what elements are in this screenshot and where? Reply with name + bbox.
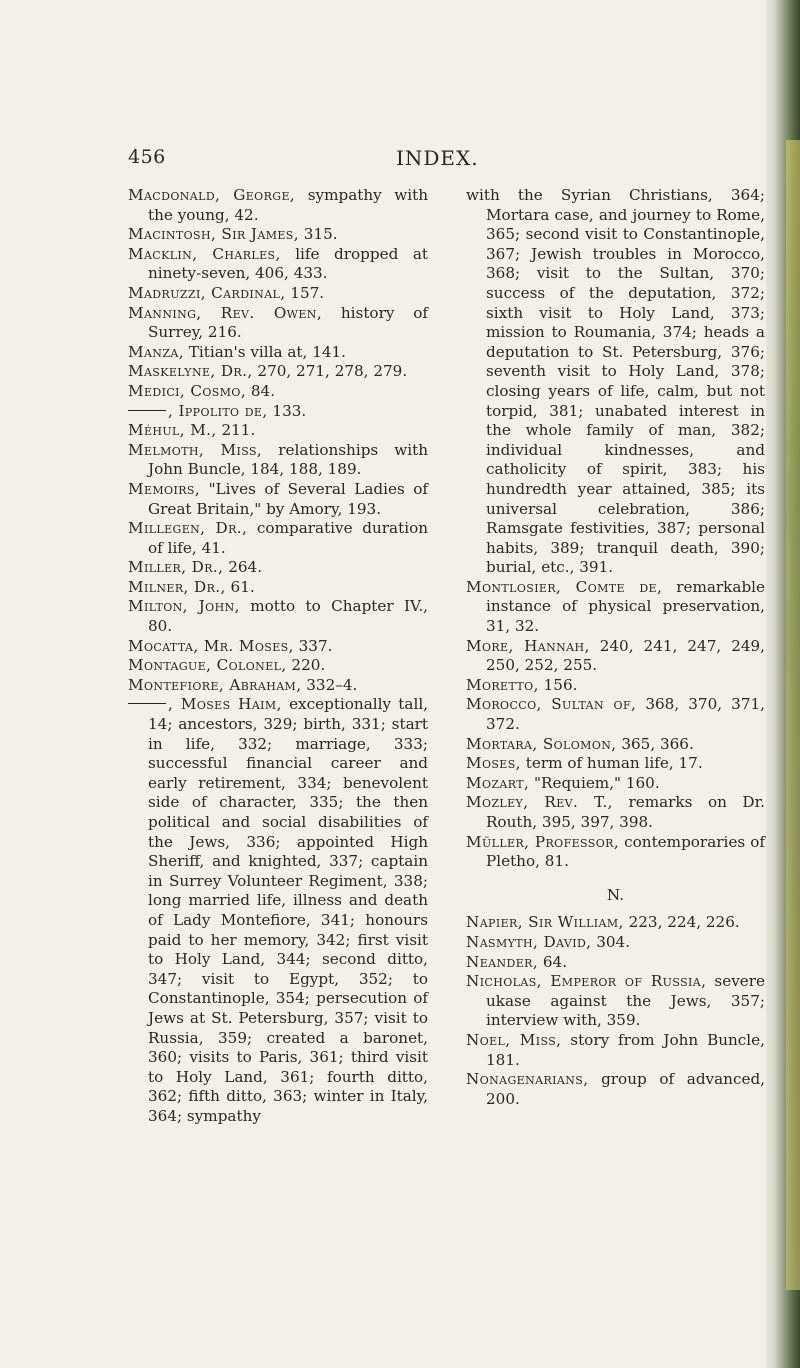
entry-heading: Mozley, Rev. T., (466, 793, 613, 812)
index-entry (128, 362, 428, 382)
entry-heading: Melmoth, Miss, (128, 440, 263, 459)
entry-heading: Medici, Cosmo, (128, 381, 247, 400)
running-title: INDEX. (396, 146, 479, 170)
index-entry (466, 1070, 765, 1109)
index-entry (128, 441, 428, 480)
entry-heading: Macklin, Charles, (128, 244, 281, 263)
entry-text: comparative duration of life, 41. (148, 519, 428, 557)
index-entry (466, 972, 765, 1031)
index-entry (128, 676, 428, 696)
entry-heading: Müller, Professor, (466, 832, 620, 851)
entry-text: 304. (596, 932, 631, 951)
entry-text: remarks on Dr. Routh, 395, 397, 398. (486, 793, 766, 831)
entry-text: 315. (303, 225, 338, 244)
index-entry (128, 343, 428, 363)
index-entry (466, 793, 765, 832)
entry-heading: Manza, (128, 342, 184, 361)
entry-heading: , Ippolito de, (168, 401, 268, 420)
entry-heading: Nonagenarians, (466, 1070, 589, 1089)
entry-heading: Morocco, Sultan of, (466, 695, 637, 714)
index-entry (128, 597, 428, 636)
entry-heading: More, Hannah, (466, 636, 590, 655)
index-entry (466, 695, 765, 734)
entry-text: exceptionally tall, 14; ancestors, 329; birth, 331; start in life, 332; marriage, 333; successful financial career and early retirement, 334; benevolent side of character, 335; the then political and social disabilities of the Jews, 336; appointed High Sheriff, and knighted, 337; captain in Surrey Volunteer Regiment, 338; long married life, illness and death of Lady Montefiore, 341; honours paid to her memory, 342; first visit to Holy Land, 344; second ditto, 347; visit to Egypt, 352; to Constantinople, 354; persecution of Jews at St. Petersburg, 357; visit to Russia, 359; created a baronet, 360; visits to Paris, 361; third visit to Holy Land, 361; fourth ditto, 362; fifth ditto, 363; winter in Italy, 364; sympathy (148, 695, 429, 1125)
entry-heading: Manning, Rev. Owen, (128, 303, 323, 322)
entry-heading: Neander, (466, 952, 539, 971)
entry-heading: Noel, Miss, (466, 1030, 562, 1049)
entry-text: relationships with John Buncle, 184, 188, 189. (148, 440, 428, 479)
index-entry (466, 676, 765, 696)
entry-text: 84. (250, 381, 276, 400)
entry-heading: Montlosier, Comte de, (466, 577, 663, 596)
page-number: 456 (128, 146, 166, 168)
entry-text: 368, 370, 371, 372. (486, 695, 766, 734)
entry-text: contemporaries of Pletho, 81. (486, 832, 765, 871)
entry-text: 365, 366. (621, 734, 694, 753)
entry-text: 133. (272, 401, 307, 420)
entry-text: term of human life, 17. (525, 754, 703, 773)
entry-text: severe ukase against the Jews, 357; interview with, 359. (486, 972, 766, 1030)
index-entry (128, 284, 428, 304)
index-entry (128, 695, 428, 1126)
entry-heading: Maskelyne, Dr., (128, 362, 253, 381)
entry-text: 332–4. (306, 675, 358, 694)
index-entry (466, 186, 765, 578)
entry-text: sympathy with the young, 42. (148, 186, 429, 224)
index-entry (466, 637, 765, 676)
entry-text: with the Syrian Christians, 364; Mortara case, and journey to Rome, 365; second visit to Constantinople, 367; Jewish troubles in Morocco, 368; visit to the Sultan, 370; success of the deputation, 372; sixth visit to Holy Land, 373; mission to Roumania, 374; heads a deputation to St. Petersburg, 376; seventh visit to Holy Land, 378; closing years of life, calm, but not torpid, 381; unabated interest in the whole family of man, 382; individual kindnesses, and catholicity of spirit, 383; his hundredth year attained, 385; its universal celebration, 386; Ramsgate festivities, 387; personal habits, 389; tranquil death, 390; burial, etc., 391. (466, 186, 765, 577)
entry-text: motto to Chapter IV., 80. (148, 597, 429, 636)
entry-text: 220. (291, 656, 326, 675)
index-entry (128, 578, 428, 598)
index-entry (466, 578, 765, 637)
entry-heading: Napier, Sir William, (466, 913, 624, 932)
index-entry (128, 245, 428, 284)
entry-heading: Milner, Dr., (128, 577, 226, 596)
entry-heading: Macintosh, Sir James, (128, 225, 299, 244)
index-entry (128, 656, 428, 676)
entry-heading: Mocatta, Mr. Moses, (128, 636, 294, 655)
index-entry (128, 225, 428, 245)
entry-text: Titian's villa at, 141. (188, 342, 347, 361)
entry-text: 337. (298, 636, 333, 655)
entry-text: 223, 224, 226. (628, 913, 740, 932)
index-entry (128, 637, 428, 657)
page-header (0, 146, 800, 172)
entry-text: 270, 271, 278, 279. (257, 362, 408, 381)
entry-text: 61. (230, 577, 255, 596)
entry-text: 240, 241, 247, 249, 250, 252, 255. (486, 636, 766, 675)
ditto-dash (128, 410, 166, 411)
entry-heading: Memoirs, (128, 479, 201, 498)
page-edge-discoloration (786, 140, 800, 1290)
entry-text: life dropped at ninety-seven, 406, 433. (148, 244, 428, 283)
entry-heading: Miller, Dr., (128, 558, 224, 577)
entry-text: 211. (221, 421, 256, 440)
entry-heading: Mortara, Solomon, (466, 734, 617, 753)
entry-heading: Nasmyth, David, (466, 932, 592, 951)
entry-text: 264. (228, 558, 263, 577)
index-column-right (466, 186, 765, 1109)
index-entry (466, 933, 765, 953)
index-entry (466, 953, 765, 973)
index-entry (466, 735, 765, 755)
index-entry (466, 833, 765, 872)
entry-heading: , Moses Haim, (168, 695, 282, 714)
entry-heading: Montague, Colonel, (128, 656, 287, 675)
entry-heading: Nicholas, Emperor of Russia, (466, 972, 707, 991)
entry-heading: Moses, (466, 754, 521, 773)
entry-text: story from John Buncle, 181. (486, 1030, 765, 1069)
entry-text: group of advanced, 200. (486, 1070, 765, 1108)
section-letter: N. (606, 885, 625, 904)
index-entry (128, 402, 428, 422)
entry-text: remarkable instance of physical preservation, 31, 32. (486, 577, 766, 636)
index-entry (128, 480, 428, 519)
index-entry (466, 1031, 765, 1070)
entry-heading: Méhul, M., (128, 421, 217, 440)
index-entry (466, 774, 765, 794)
index-entry (466, 754, 765, 774)
entry-heading: Madruzzi, Cardinal, (128, 283, 286, 302)
entry-heading: Millegen, Dr., (128, 519, 248, 538)
index-column-left (128, 186, 428, 1127)
entry-heading: Macdonald, George, (128, 186, 296, 204)
index-entry (128, 558, 428, 578)
index-entry (466, 913, 765, 933)
entry-heading: Mozart, (466, 773, 530, 792)
ditto-dash (128, 703, 166, 704)
index-entry (128, 382, 428, 402)
entry-text: 157. (290, 283, 325, 302)
entry-text: "Lives of Several Ladies of Great Britain," by Amory, 193. (148, 479, 429, 518)
entry-text: 156. (543, 675, 578, 694)
entry-text: "Requiem," 160. (534, 773, 660, 792)
entry-text: 64. (542, 952, 568, 971)
entry-text: history of Surrey, 216. (148, 303, 428, 342)
entry-heading: Milton, John, (128, 597, 240, 616)
entry-heading: Moretto, (466, 675, 539, 694)
entry-heading: Montefiore, Abraham, (128, 675, 302, 694)
index-entry (128, 519, 428, 558)
index-entry (128, 186, 428, 225)
index-entry (128, 304, 428, 343)
index-entry (128, 421, 428, 441)
